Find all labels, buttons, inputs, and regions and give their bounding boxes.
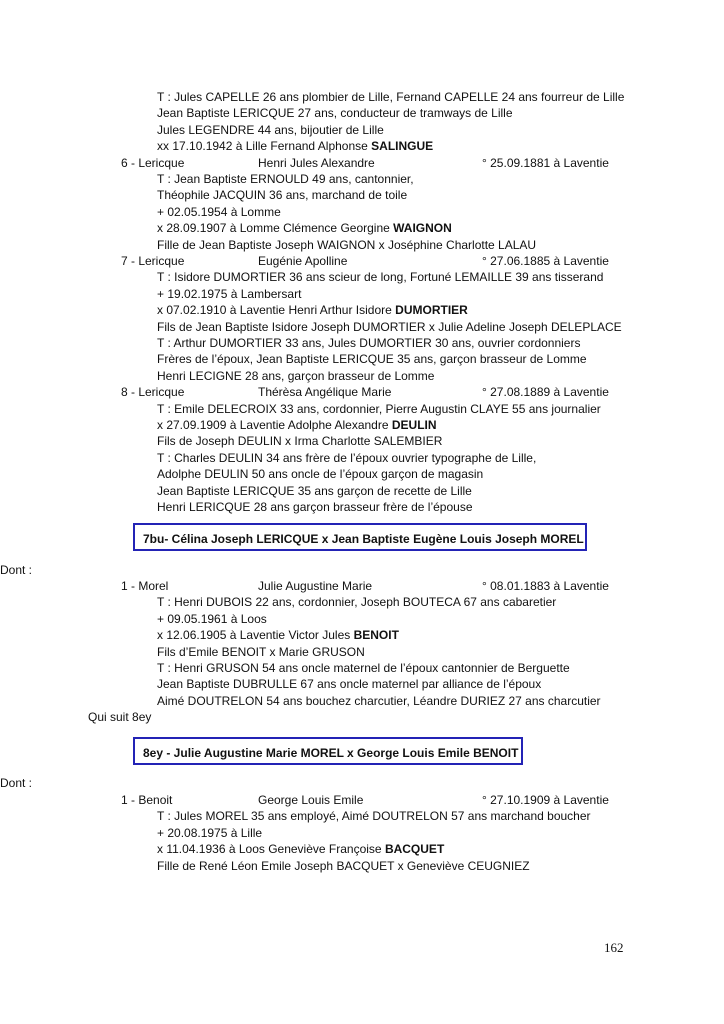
text-line [0, 676, 684, 693]
line-text: + 02.05.1954 à Lomme [157, 204, 281, 219]
line-text: T : Henri GRUSON 54 ans oncle maternel de l’époux cantonnier de Berguette [157, 661, 570, 675]
line-text: + 09.05.1961 à Loos [157, 611, 267, 626]
dont-label: Dont : [0, 776, 33, 790]
text-line [0, 841, 684, 858]
entry-birth-date: ° 27.10.1909 à Laventie [482, 793, 609, 807]
line-text: + 20.08.1975 à Lille [157, 825, 263, 840]
entry-given-names: Thérèsa Angélique Marie [258, 385, 392, 400]
entry-number: 1 - Benoit [121, 793, 173, 807]
text-line [0, 286, 684, 303]
child-entry [0, 253, 684, 270]
surname-bold: WAIGNON [393, 221, 452, 236]
entry-given-names: George Louis Emile [258, 793, 364, 807]
line-text: Fille de René Léon Emile Joseph BACQUET x Geneviève CEUGNIEZ [157, 858, 530, 873]
generation-heading-7bu: 7bu- Célina Joseph LERICQUE x Jean Baptiste Eugène Louis Joseph MOREL [133, 523, 587, 551]
text-line [0, 89, 684, 106]
text-line [0, 627, 684, 644]
line-text: Henri LECIGNE 28 ans, garçon brasseur de Lomme [157, 368, 435, 383]
entry-number: 7 - Lericque [121, 254, 185, 268]
text-line [0, 204, 684, 221]
line-text: T : Jules MOREL 35 ans employé, Aimé DOUTRELON 57 ans marchand boucher [157, 809, 591, 824]
text-line [0, 122, 684, 139]
line-text: T : Jean Baptiste ERNOULD 49 ans, cantonnier, [157, 172, 414, 186]
page-number: 162 [604, 940, 624, 955]
generation-heading-8ey: 8ey - Julie Augustine Marie MOREL x George Louis Emile BENOIT [133, 737, 523, 765]
text-line [0, 351, 684, 368]
line-text: + 19.02.1975 à Lambersart [157, 286, 302, 301]
surname-bold: BACQUET [384, 842, 445, 857]
line-text: Jules CAPELLE 26 ans plombier de Lille, Fernand CAPELLE 24 ans fourreur de Lille [174, 90, 625, 104]
line-text: Henri LERICQUE 28 ans garçon brasseur frère de l’épouse [157, 500, 473, 514]
line-text: Adolphe DEULIN 50 ans oncle de l’époux garçon de magasin [157, 467, 484, 482]
line-text: T : Emile DELECROIX 33 ans, cordonnier, Pierre Augustin CLAYE 55 ans journalier [157, 401, 601, 416]
child-entry [0, 155, 684, 172]
text-line [0, 335, 684, 352]
text-line [0, 401, 684, 418]
line-text: T : Henri DUBOIS 22 ans, cordonnier, Joseph BOUTECA 67 ans cabaretier [157, 595, 557, 610]
text-line [0, 368, 684, 385]
text-line [0, 660, 684, 677]
dont-label: Dont : [0, 563, 33, 577]
text-line [0, 237, 684, 254]
text-line [0, 499, 684, 516]
text-line [0, 417, 684, 434]
line-text: Jules LEGENDRE 44 ans, bijoutier de Lille [157, 122, 384, 137]
text-line [0, 808, 684, 825]
line-text: Jean Baptiste LERICQUE 35 ans garçon de recette de Lille [157, 483, 472, 498]
witness-prefix: T : [157, 90, 175, 104]
line-text: Fils de Jean Baptiste Isidore Joseph DUMORTIER x Julie Adeline Joseph DELEPLACE [157, 319, 622, 334]
entry-birth-date: ° 08.01.1883 à Laventie [482, 579, 609, 593]
child-entry [0, 792, 684, 809]
entry-number: 1 - Morel [121, 579, 169, 593]
entry-given-names: Henri Jules Alexandre [258, 155, 375, 170]
line-text: x 11.04.1936 à Loos Geneviève Françoise [157, 842, 385, 857]
entry-number: 6 - Lericque [121, 155, 185, 170]
text-line [0, 644, 684, 661]
line-text: Qui suit 8ey [88, 710, 152, 725]
entry-birth-date: ° 27.08.1889 à Laventie [482, 385, 609, 400]
text-line [0, 693, 684, 710]
child-entry [0, 578, 684, 595]
line-text: Fils d’Emile BENOIT x Marie GRUSON [157, 644, 365, 659]
text-line [0, 105, 684, 122]
text-line [0, 171, 684, 188]
entry-birth-date: ° 25.09.1881 à Laventie [482, 155, 609, 170]
entry-birth-date: ° 27.06.1885 à Laventie [482, 254, 609, 268]
text-line [0, 302, 684, 319]
line-text: x 27.09.1909 à Laventie Adolphe Alexandre [157, 418, 392, 432]
text-line [0, 709, 684, 726]
line-text: Fils de Joseph DEULIN x Irma Charlotte SALEMBIER [157, 434, 443, 449]
line-text: Fille de Jean Baptiste Joseph WAIGNON x Joséphine Charlotte LALAU [157, 237, 537, 252]
line-text: Jean Baptiste LERICQUE 27 ans, conducteur de tramways de Lille [157, 106, 513, 121]
surname-bold: DEULIN [391, 418, 437, 432]
text-line [0, 858, 684, 875]
text-line [0, 594, 684, 611]
line-text: T : Arthur DUMORTIER 33 ans, Jules DUMORTIER 30 ans, ouvrier cordonniers [157, 336, 581, 350]
entry-given-names: Julie Augustine Marie [258, 579, 373, 593]
surname-bold: SALINGUE [371, 139, 434, 154]
line-text: x 28.09.1907 à Lomme Clémence Georgine [157, 221, 394, 236]
line-text: Jean Baptiste DUBRULLE 67 ans oncle maternel par alliance de l’époux [157, 677, 542, 692]
text-line [0, 187, 684, 204]
text-line [0, 483, 684, 500]
line-text: Théophile JACQUIN 36 ans, marchand de toile [157, 188, 408, 203]
text-line [0, 220, 684, 237]
line-text: T : Isidore DUMORTIER 36 ans scieur de long, Fortuné LEMAILLE 39 ans tisserand [157, 270, 604, 285]
text-line [0, 825, 684, 842]
entry-number: 8 - Lericque [121, 385, 185, 400]
text-line [0, 138, 684, 155]
text-line [0, 611, 684, 628]
surname-bold: DUMORTIER [395, 303, 468, 318]
text-line [0, 433, 684, 450]
child-entry [0, 384, 684, 401]
line-text: xx 17.10.1942 à Lille Fernand Alphonse [157, 139, 372, 154]
text-line [0, 450, 684, 467]
line-text: T : Charles DEULIN 34 ans frère de l’époux ouvrier typographe de Lille, [157, 450, 537, 465]
line-text: x 12.06.1905 à Laventie Victor Jules [157, 628, 354, 643]
line-text: x 07.02.1910 à Laventie Henri Arthur Isidore [157, 303, 396, 318]
line-text: Aimé DOUTRELON 54 ans bouchez charcutier, Léandre DURIEZ 27 ans charcutier [157, 693, 601, 708]
entry-given-names: Eugénie Apolline [258, 254, 348, 268]
text-line [0, 319, 684, 336]
text-line [0, 269, 684, 286]
line-text: Frères de l’époux, Jean Baptiste LERICQUE 35 ans, garçon brasseur de Lomme [157, 352, 587, 367]
text-line [0, 466, 684, 483]
surname-bold: BENOIT [353, 628, 399, 643]
